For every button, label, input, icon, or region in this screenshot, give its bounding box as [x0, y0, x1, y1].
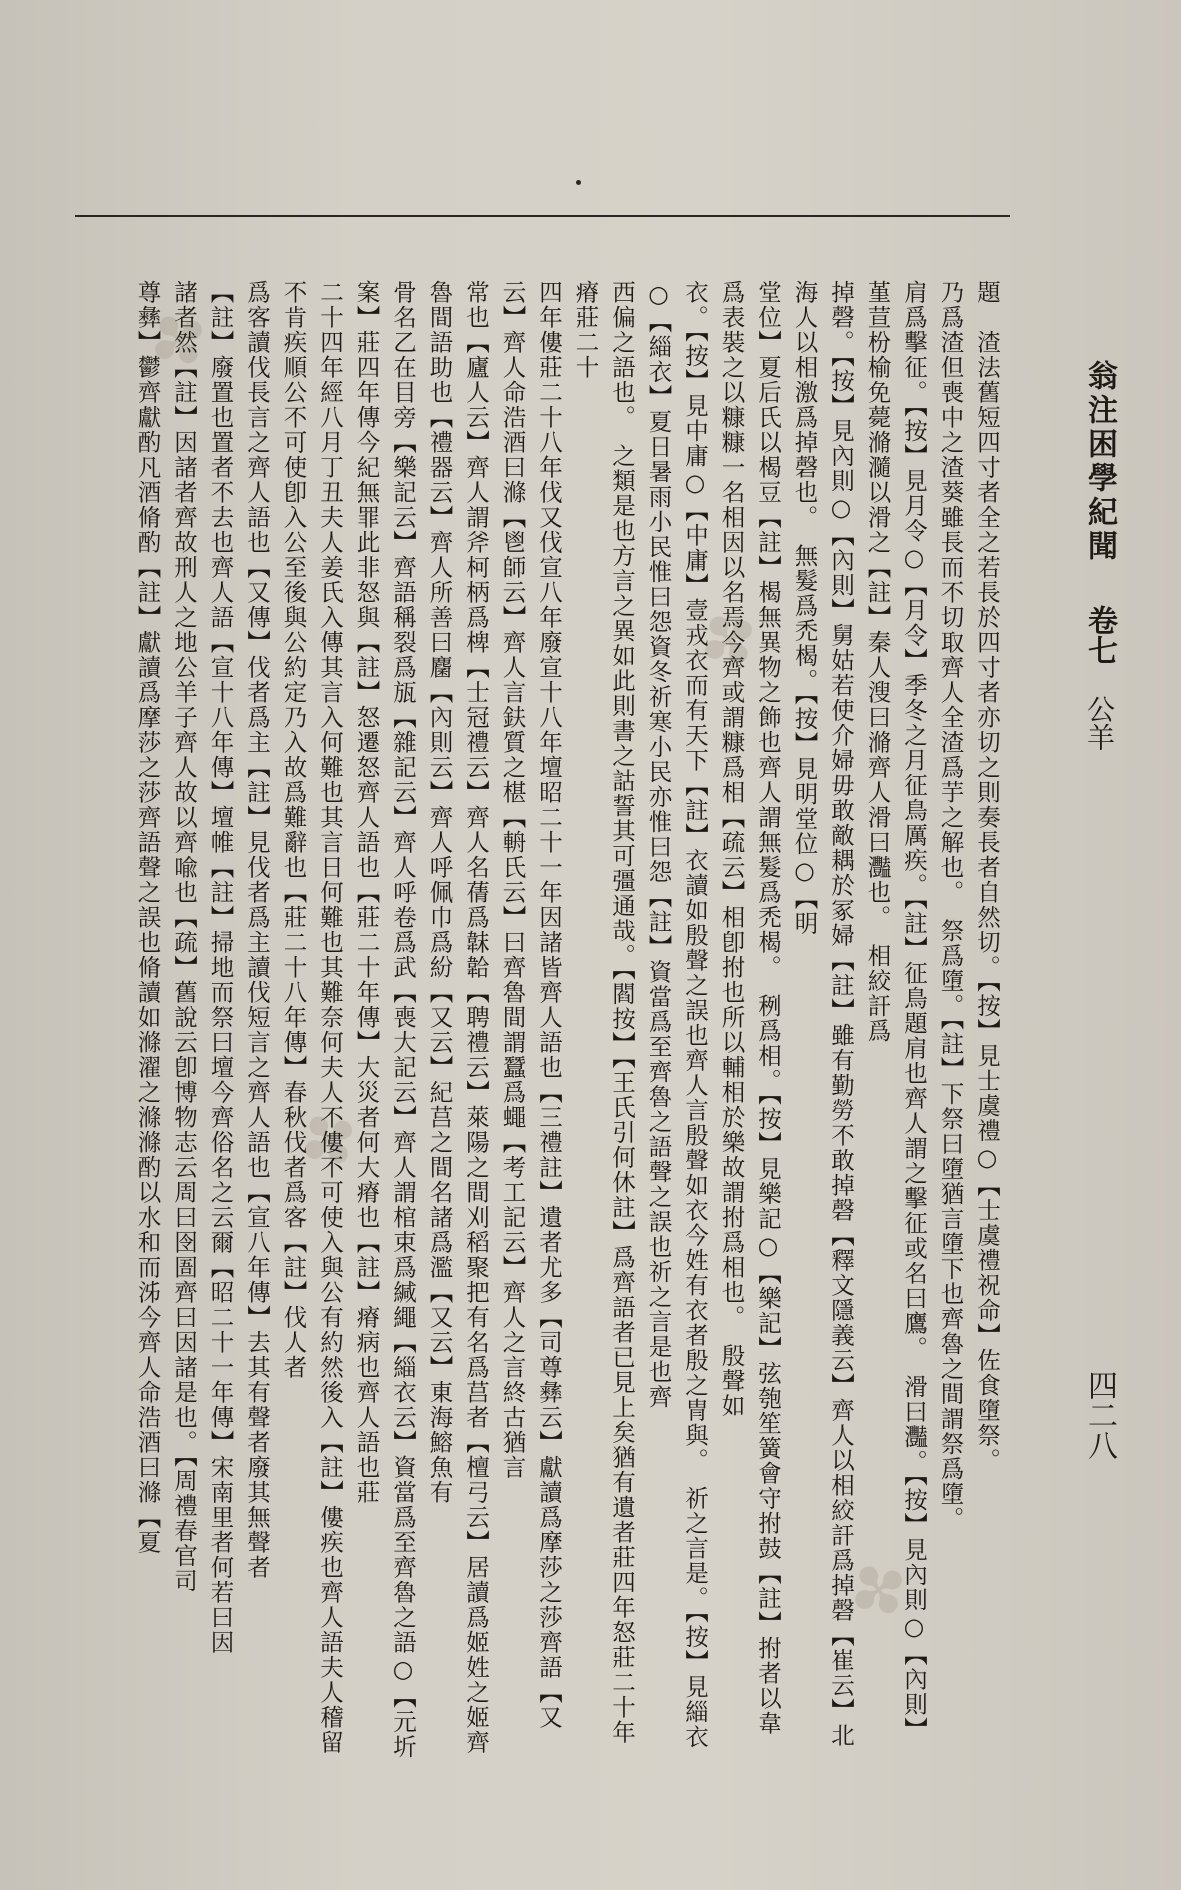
text-column: 衣。【按】見中庸○【中庸】壹戎衣而有天下【註】衣讀如殷聲之誤也齊人言殷聲如衣今姓有衣者殷之冑與。 祈之言是。【按】見緇衣○【緇衣】夏日暑雨小民惟曰怨資冬祈寒小民亦惟曰怨【註】資當爲至齊魯之語聲之誤也祈之言是也齊: [644, 280, 709, 1750]
text-column: 骨名乙在目旁【樂記云】齊語稱裂爲瓬【雜記云】齊人呼卷爲武【喪大記云】齊人謂棺束爲緘繩【緇衣云】資當爲至齊魯之語○【元圻案】莊四年傳今紀無罪此非怒與【註】怒遷怒齊人語也【莊二十年傳】大災者何大瘠也【註】瘠病也齊人語也莊: [352, 280, 417, 1760]
page-number: 四二八: [1082, 1370, 1117, 1460]
text-column: 肩爲擊征。【按】見月令○【月令】季冬之月征鳥厲疾。【註】征鳥題肩也齊人謂之擊征或名曰鷹。 滑曰灩。【按】見內則○【內則】堇荁枌榆免薨滫瀡以滑之【註】秦人溲曰滫齊人滑曰灩也。 相絞訐爲: [863, 280, 928, 1742]
printer-mark: [576, 180, 581, 185]
watermark: ✤: [681, 590, 777, 692]
text-column: 西偏之語也。 之類是也方言之異如此則書之詁誓其可彊通哉。【閻按】【王氏引何休註】爲齊語者已見上矣猶有遺者莊四年怒莊二十年瘠莊二十: [571, 280, 636, 1745]
book-title: 翁注困學紀聞: [1082, 360, 1117, 564]
volume-label: 卷七: [1082, 605, 1117, 665]
text-column: 【註】廢置也置者不去也齊人語【宣十八年傳】壇帷【註】掃地而祭曰壇今齊俗名之云爾【昭二十一年傳】宋南里者何若曰因: [206, 280, 235, 1655]
watermark: ✤: [281, 1090, 377, 1192]
watermark: ✤: [131, 290, 227, 392]
text-column: 四年僂莊二十八年伐又伐宣八年廢宣十八年壇昭二十一年因諸皆齊人語也【三禮註】遺者尤多【司尊彝云】獻讀爲摩莎之莎齊語【又云】齊人命浩酒曰滌【鬯師云】齊人言鈇質之椹【輈氏云】曰齊魯間謂蠶爲蠅【考工記云】齊人之言終古猶言: [498, 280, 563, 1730]
text-column: 爲客讀伐長言之齊人語也【又傳】伐者爲主【註】見伐者爲主讀伐短言之齊人語也【宣八年傳】去其有聲者廢其無聲者: [243, 280, 271, 1580]
body-text: [80, 280, 1005, 1760]
running-header: [1061, 360, 1121, 1760]
text-column: 諸者然【註】因諸者齊故刑人之地公羊子齊人故以齊喩也【疏】舊說云卽博物志云周曰囹圄齊曰因諸是也。【周禮春官司: [170, 280, 198, 1594]
text-column: 堂位】夏后氏以楬豆【註】楬無異物之飾也齊人謂無髮爲禿楬。 䅀爲相。【按】見樂記○【樂記】弦匏笙簧會守拊鼓【註】拊者以韋爲表裝之以糠糠一名相因以名焉今齊或謂糠爲相【疏云】相卽拊也所以輔相於樂故謂拊爲相也。 殷聲如: [717, 280, 782, 1736]
text-column: 尊彝】鬱齊獻酌凡酒脩酌【註】獻讀爲摩莎之莎齊語聲之誤也脩讀如滌濯之滌滌酌以水和而泲今齊人命浩酒曰滌【夏: [133, 280, 162, 1555]
text-column: 掉磬。【按】見內則○【內則】舅姑若使介婦毋敢敵耦於冢婦【註】雖有勤勞不敢掉磬【釋文隱義云】齊人以相絞訐爲掉磬【崔云】北海人以相激爲掉磬也。 無髮爲禿楬。【按】見明堂位○【明: [790, 280, 855, 1748]
text-column: 二十四年經八月丁丑夫人姜氏入傳其言入何難也其言日何難也其難奈何夫人不僂不可使入與公有約然後入【註】僂疾也齊人語夫人稽留不肯疾順公不可使卽入公至後與公約定乃入故爲難辭也【莊二十八年傳】春秋伐者爲客【註】伐人者: [279, 280, 344, 1755]
watermark: ✤: [831, 1540, 927, 1642]
section-label: 公羊: [1083, 695, 1116, 751]
text-column: 題 渣法舊短四寸者全之若長於四寸者亦切之則奏長者自然切。【按】見士虞禮○【士虞禮祝命】佐食墮祭。: [973, 280, 1001, 1473]
text-column: 乃爲渣但喪中之渣葵雖長而不切取齊人全渣爲芋之解也。 祭爲墮。【註】下祭曰墮猶言墮下也齊魯之間謂祭爲墮。: [936, 280, 965, 1532]
header-rule: [75, 215, 1010, 217]
text-column: 常也【廬人云】齊人謂斧柯柄爲椑【士冠禮云】齊人名蒨爲韎韐【聘禮云】萊陽之間刈稻聚把有名爲莒者【檀弓云】居讀爲姬姓之姬齊魯間語助也【禮器云】齊人所善曰麕【內則云】齊人呼佩巾爲紛【又云】紀莒之間名諸爲濫【又云】東海鰫魚有: [425, 280, 490, 1755]
